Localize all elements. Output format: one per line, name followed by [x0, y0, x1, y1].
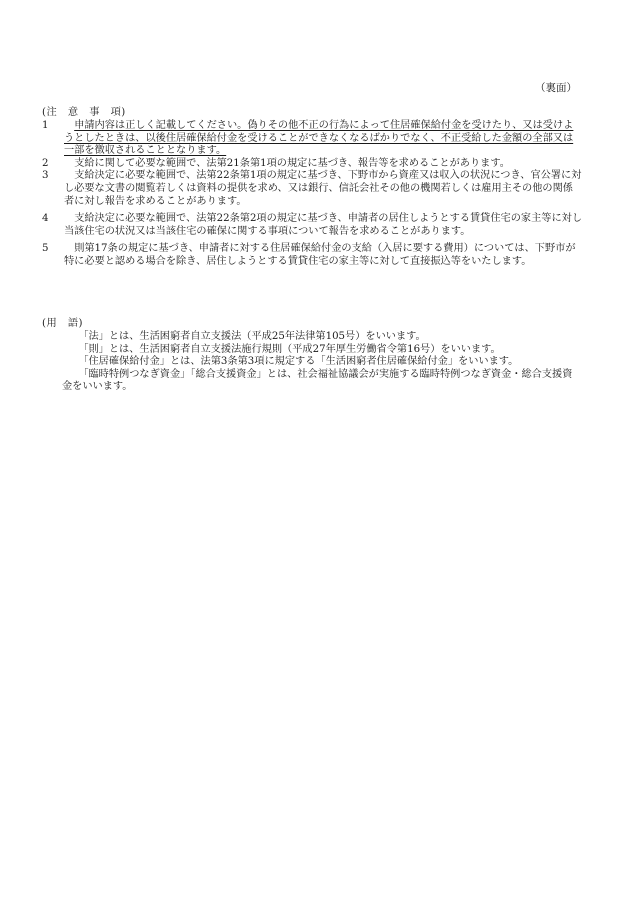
note-text: 支給に関して必要な範囲で、法第21条第1項の規定に基づき、報告等を求めることがあります。 [74, 157, 510, 169]
note-text: 申請内容は正しく記載してください。偽りその他不正の行為によって住居確保給付金を受けたり、又は受けようとしたときは、以後住居確保給付金を受けることができなくなるばかりでなく、不正受給した金額の全部又は一部を徴収されることとなります。 [64, 120, 574, 157]
note-text: 則第17条の規定に基づき、申請者に対する住居確保給付金の支給（入居に要する費用）については、下野市が特に必要と認める場合を除き、居住しようとする賃貸住宅の家主等に対して直接振込等をいたします。 [64, 243, 576, 267]
note-number: 5 [42, 243, 49, 255]
note-number: 4 [42, 213, 49, 225]
term-definition-rules: 「則」とは、生活困窮者自立支援法施行規則（平成27年厚生労働省令第16号）をいいます。 [78, 343, 501, 355]
note-text: 支給決定に必要な範囲で、法第22条第2項の規定に基づき、申請者の居住しようとする賃貸住宅の家主等に対し当該住宅の状況又は当該住宅の確保に関する事項について報告を求めることがあります。 [64, 213, 583, 237]
note-text: 支給決定に必要な範囲で、法第22条第1項の規定に基づき、下野市から資産又は収入の状況につき、官公署に対し必要な文書の閲覧若しくは資料の提供を求め、又は銀行、信託会社その他の機関若しくは雇用主その他の関係者に対し報告を求めることがあります。 [64, 170, 582, 207]
note-item-2 [42, 158, 582, 171]
note-number: 1 [42, 120, 49, 131]
term-definition-funds: 「臨時特例つなぎ資金」「総合支援資金」とは、社会福祉協議会が実施する臨時特例つなぎ資金・総合支援資金をいいます。 [62, 368, 573, 393]
notes-list [42, 120, 582, 269]
note-item-4 [42, 213, 582, 238]
note-item-1 [42, 120, 582, 158]
page-side-label: （裏面） [535, 82, 577, 94]
note-item-3 [42, 170, 582, 208]
note-number: 3 [42, 170, 49, 182]
note-number: 2 [42, 157, 49, 169]
terms-heading: (用 語) [42, 318, 84, 329]
term-definition-law: 「法」とは、生活困窮者自立支援法（平成25年法律第105号）をいいます。 [78, 331, 426, 342]
notes-heading: (注 意 事 項) [42, 107, 126, 118]
terms-list [62, 331, 582, 394]
term-definition-housing-benefit: 「住居確保給付金」とは、法第3条第3項に規定する「生活困窮者住居確保給付金」をいいます。 [78, 356, 519, 368]
note-item-5 [42, 243, 582, 268]
